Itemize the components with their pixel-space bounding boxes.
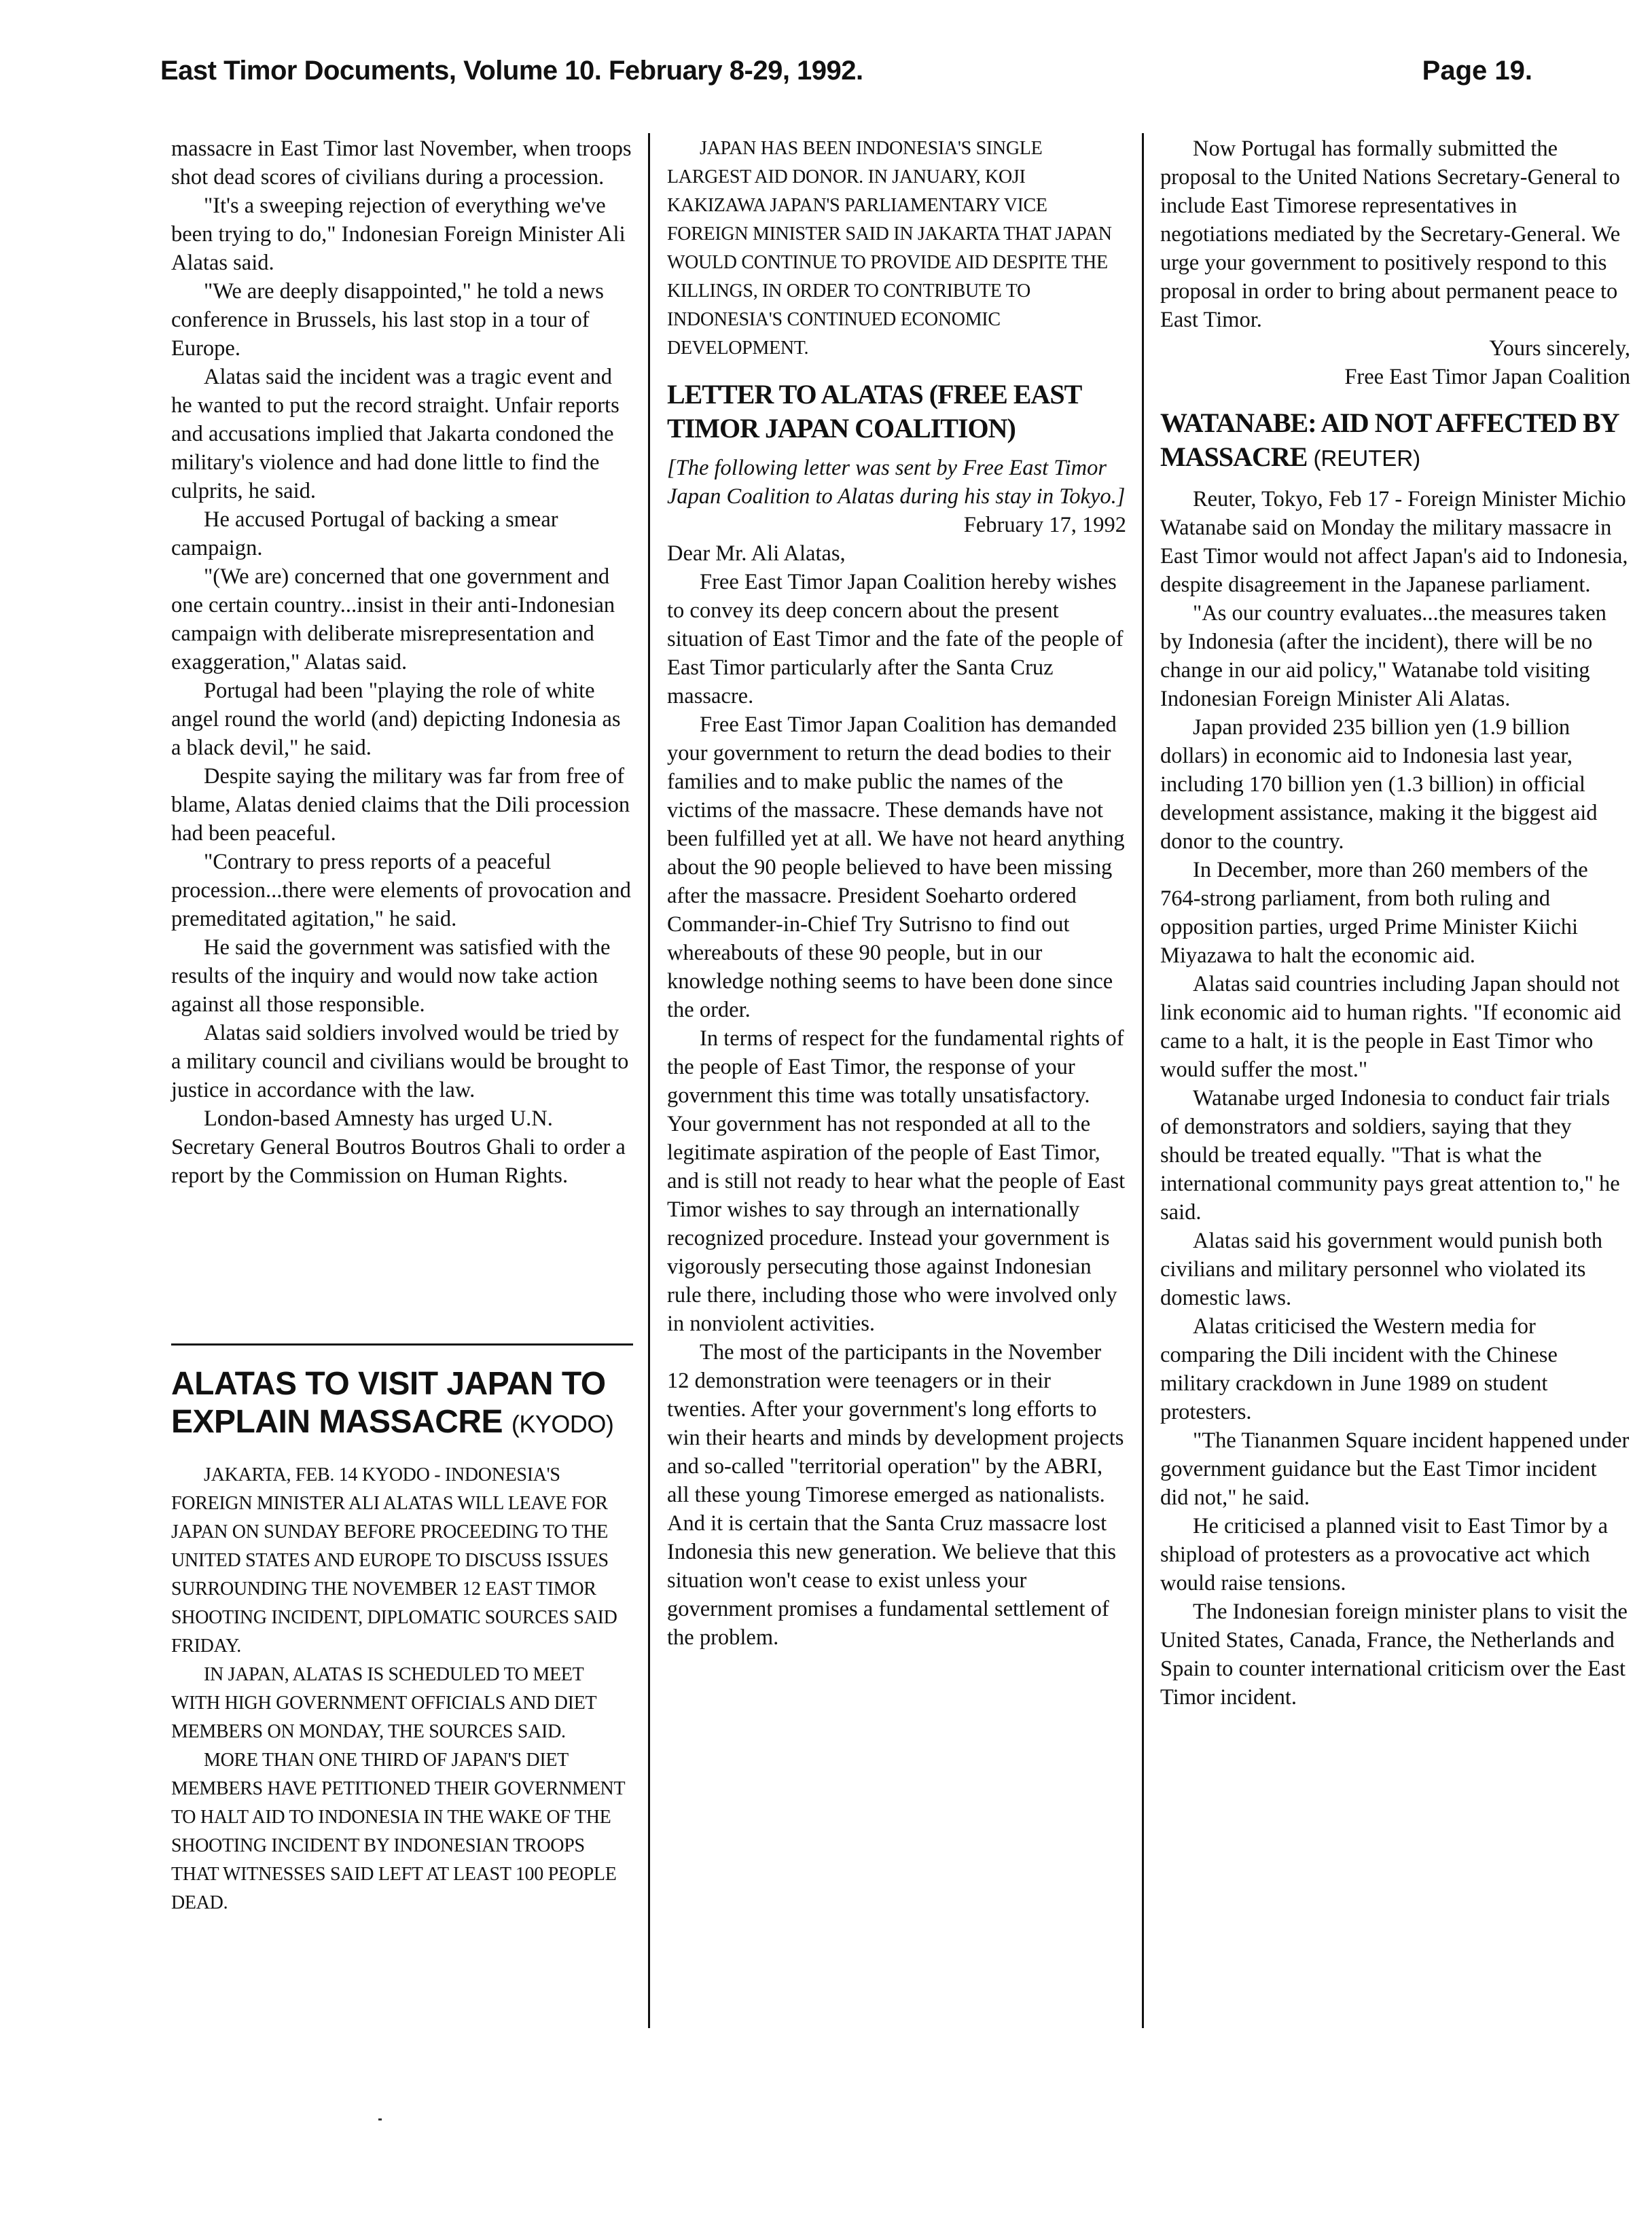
kyodo-article — [171, 1365, 633, 1917]
letter-date: February 17, 1992 — [963, 513, 1126, 537]
headline-source: (REUTER) — [1313, 446, 1421, 471]
paragraph: "The Tiananmen Square incident happened under government guidance but the East Timor incident did not," he said. — [1160, 1428, 1630, 1510]
article-headline: LETTER TO ALATAS (FREE EAST TIMOR JAPAN COALITION) — [667, 379, 1081, 444]
letter-intro: [The following letter was sent by Free East Timor Japan Coalition to Alatas during his stay in Tokyo.] — [667, 456, 1126, 509]
article-headline — [171, 1365, 633, 1443]
paragraph: "Contrary to press reports of a peaceful procession...there were elements of provocation and premeditated agitation," he said. — [171, 850, 631, 931]
paragraph: JAKARTA, FEB. 14 KYODO - INDONESIA'S FOREIGN MINISTER ALI ALATAS WILL LEAVE FOR JAPAN ON SUNDAY BEFORE PROCEEDING TO THE UNITED STATES AND EUROPE TO DISCUSS ISSUES SURROUNDING THE NOVEMBER 12 EAST TIMOR SHOOTING INCIDENT, DIPLOMATIC SOURCES SAID FRIDAY. — [171, 1464, 617, 1657]
column-divider-2 — [1142, 133, 1144, 2028]
scan-speck — [378, 2118, 382, 2120]
paragraph: "As our country evaluates...the measures taken by Indonesia (after the incident), there will be no change in our aid policy," Watanabe told visiting Indonesian Foreign Minister Ali Alatas. — [1160, 601, 1606, 711]
paragraph: Alatas said soldiers involved would be tried by a military council and civilians would be brought to justice in accordance with the law. — [171, 1021, 629, 1102]
headline-text: ALATAS TO VISIT JAPAN TO EXPLAIN MASSACRE — [171, 1366, 606, 1440]
paragraph: massacre in East Timor last November, when troops shot dead scores of civilians during a procession. — [171, 137, 632, 189]
paragraph: In December, more than 260 members of the 764-strong parliament, from both ruling and opposition parties, urged Prime Minister Kiichi Miyazawa to halt the economic aid. — [1160, 858, 1588, 968]
document-title: East Timor Documents, Volume 10. February 8-29, 1992. — [160, 56, 863, 86]
paragraph: Alatas criticised the Western media for comparing the Dili incident with the Chinese military crackdown in June 1989 on student protesters. — [1160, 1314, 1558, 1424]
paragraph: In terms of respect for the fundamental rights of the people of East Timor, the response of your government this time was totally unsatisfactory. Your government has not responded at all to the legitimate aspiration of the people of East Timor, and is still not ready to hear what the people of East Timor wishes to say through an internationally recognized procedure. Instead your government is vigorously persecuting those against Indonesian rule there, including those who were involved only in nonviolent activities. — [667, 1026, 1126, 1336]
paragraph: Watanabe urged Indonesia to conduct fair trials of demonstrators and soldiers, saying that they should be treated equally. "That is what the international community pays great attention to," he said. — [1160, 1086, 1620, 1225]
paragraph: The most of the participants in the November 12 demonstration were teenagers or in their twenties. After your government's long efforts to win their hearts and minds by development projects and so-called "territorial operation" by the ABRI, all these young Timorese emerged as nationalists. And it is certain that the Santa Cruz massacre lost Indonesia this new generation. We believe that this situation won't cease to exist unless your government promises a fundamental settlement of the problem. — [667, 1340, 1124, 1650]
article-headline — [1160, 406, 1630, 475]
paragraph: Free East Timor Japan Coalition hereby wishes to convey its deep concern about the present situation of East Timor and the fate of the people of East Timor particularly after the Santa Cruz massacre. — [667, 570, 1124, 708]
letter-salutation: Dear Mr. Ali Alatas, — [667, 541, 846, 566]
paragraph: Now Portugal has formally submitted the proposal to the United Nations Secretary-General to include East Timorese representatives in negotiations mediated by the Secretary-General. We urge your government to positively respond to this proposal in order to bring about permanent peace to East Timor. — [1160, 137, 1621, 332]
paragraph: Alatas said countries including Japan should not link economic aid to human rights. "If economic aid came to a halt, it is the people in East Timor who would suffer the most." — [1160, 972, 1621, 1082]
paragraph: The Indonesian foreign minister plans to visit the United States, Canada, France, the Netherlands and Spain to counter international criticism over the East Timor incident. — [1160, 1600, 1628, 1710]
paragraph: JAPAN HAS BEEN INDONESIA'S SINGLE LARGEST AID DONOR. IN JANUARY, KOJI KAKIZAWA JAPAN'S PARLIAMENTARY VICE FOREIGN MINISTER SAID IN JAKARTA THAT JAPAN WOULD CONTINUE TO PROVIDE AID DESPITE THE KILLINGS, IN ORDER TO CONTRIBUTE TO INDONESIA'S CONTINUED ECONOMIC DEVELOPMENT. — [667, 138, 1112, 359]
article-continued — [171, 134, 633, 1190]
paragraph: Japan provided 235 billion yen (1.9 billion dollars) in economic aid to Indonesia last year, including 170 billion yen (1.3 billion) in official development assistance, making it the biggest aid donor to the country. — [1160, 715, 1598, 854]
letter-closing: Yours sincerely, — [1489, 336, 1630, 361]
paragraph: London-based Amnesty has urged U.N. Secretary General Boutros Boutros Ghali to order a report by the Commission on Human Rights. — [171, 1106, 626, 1188]
paragraph: He accused Portugal of backing a smear campaign. — [171, 507, 558, 560]
column-2 — [667, 134, 1126, 1652]
paragraph: "It's a sweeping rejection of everything we've been trying to do," Indonesian Foreign Minister Ali Alatas said. — [171, 194, 626, 275]
paragraph: Reuter, Tokyo, Feb 17 - Foreign Minister Michio Watanabe said on Monday the military massacre in East Timor would not affect Japan's aid to Indonesia, despite disagreement in the Japanese parliament. — [1160, 487, 1628, 597]
paragraph: "We are deeply disappointed," he told a news conference in Brussels, his last stop in a tour of Europe. — [171, 279, 604, 361]
paragraph: Portugal had been "playing the role of white angel round the world (and) depicting Indonesia as a black devil," he said. — [171, 679, 621, 760]
headline-text: WATANABE: AID NOT AFFECTED BY MASSACRE — [1160, 408, 1619, 472]
column-1 — [171, 134, 633, 1190]
section-divider — [171, 1343, 633, 1346]
paragraph: MORE THAN ONE THIRD OF JAPAN'S DIET MEMBERS HAVE PETITIONED THEIR GOVERNMENT TO HALT AID TO INDONESIA IN THE WAKE OF THE SHOOTING INCIDENT BY INDONESIAN TROOPS THAT WITNESSES SAID LEFT AT LEAST 100 PEOPLE DEAD. — [171, 1750, 625, 1913]
paragraph: Alatas said the incident was a tragic event and he wanted to put the record straight. Unfair reports and accusations implied that Jakarta condoned the military's violence and had done little to find the culprits, he said. — [171, 365, 620, 503]
paragraph: Despite saying the military was far from free of blame, Alatas denied claims that the Dili procession had been peaceful. — [171, 764, 630, 846]
page-header — [160, 50, 1532, 91]
paragraph: "(We are) concerned that one government and one certain country...insist in their anti-Indonesian campaign with deliberate misrepresentation and exaggeration," Alatas said. — [171, 564, 615, 674]
headline-source: (KYODO) — [511, 1410, 614, 1438]
column-3 — [1160, 134, 1630, 1712]
column-divider-1 — [648, 133, 650, 2028]
paragraph: He criticised a planned visit to East Timor by a shipload of protesters as a provocative act which would raise tensions. — [1160, 1514, 1609, 1595]
paragraph: Free East Timor Japan Coalition has demanded your government to return the dead bodies to their families and to make public the names of the victims of the massacre. These demands have not been fulfilled yet at all. We have not heard anything about the 90 people believed to have been missing after the massacre. President Soeharto ordered Commander-in-Chief Try Sutrisno to find out whereabouts of these 90 people, but in our knowledge nothing seems to have been done since the order. — [667, 712, 1125, 1022]
letter-signature: Free East Timor Japan Coalition — [1344, 365, 1630, 389]
paragraph: Alatas said his government would punish both civilians and military personnel who violated its domestic laws. — [1160, 1229, 1602, 1310]
paragraph: He said the government was satisfied with the results of the inquiry and would now take action against all those responsible. — [171, 935, 611, 1017]
paragraph: IN JAPAN, ALATAS IS SCHEDULED TO MEET WITH HIGH GOVERNMENT OFFICIALS AND DIET MEMBERS ON MONDAY, THE SOURCES SAID. — [171, 1664, 596, 1742]
page-number: Page 19. — [1422, 56, 1532, 86]
